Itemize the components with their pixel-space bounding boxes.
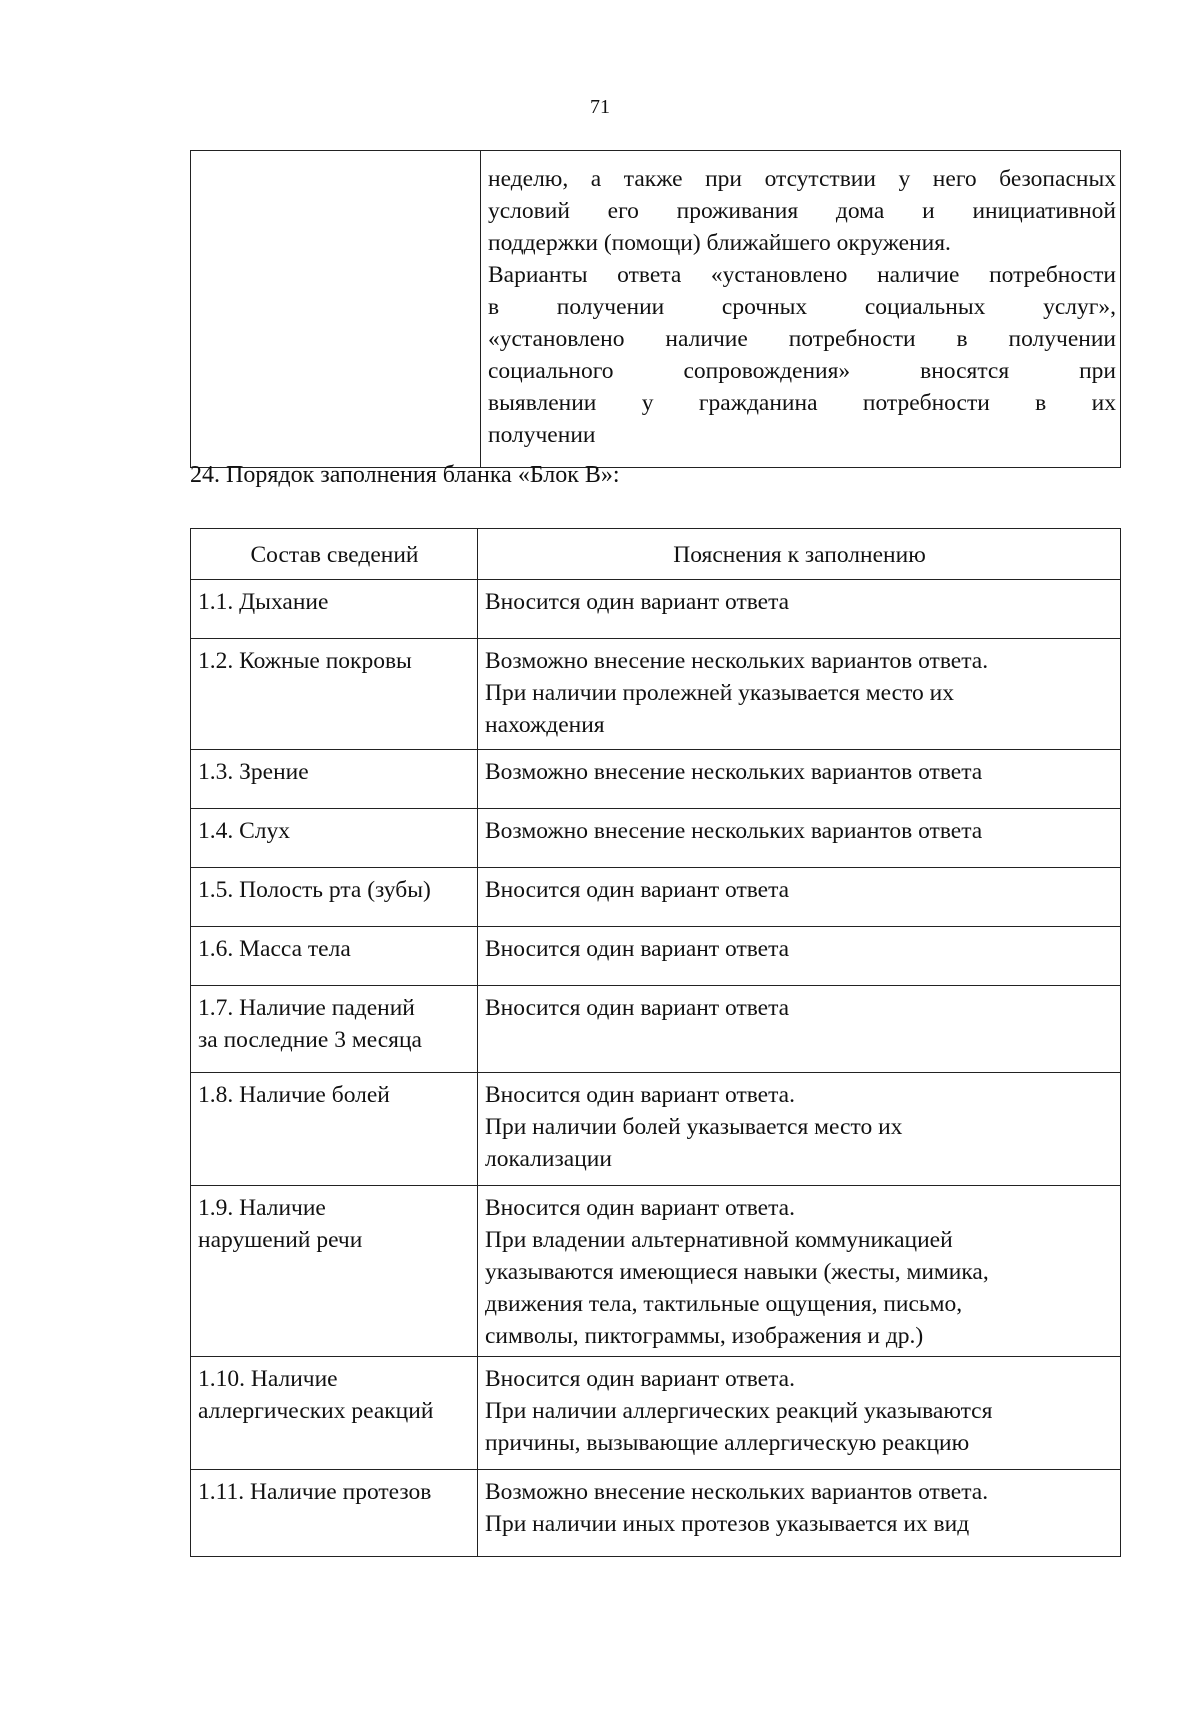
note-cell (478, 580, 1121, 639)
table-row (191, 1357, 1121, 1470)
note-cell (478, 750, 1121, 809)
column-header-explanations: Пояснения к заполнению (478, 529, 1121, 580)
note-text-line: Возможно внесение нескольких вариантов ответа (485, 818, 983, 844)
note-text-line: символы, пиктограммы, изображения и др.) (485, 1323, 924, 1349)
continuation-line: неделю, а также при отсутствии у него безопасных (488, 166, 1116, 192)
note-text-line: указываются имеющиеся навыки (жесты, мимика, (485, 1259, 989, 1285)
note-cell (478, 868, 1121, 927)
note-text-line: Вносится один вариант ответа (485, 995, 790, 1021)
item-cell (191, 868, 478, 927)
continuation-line: получении (488, 422, 596, 448)
item-cell (191, 1470, 478, 1557)
table-row (191, 639, 1121, 750)
section-heading: 24. Порядок заполнения бланка «Блок В»: (190, 462, 620, 488)
note-text-line: Вносится один вариант ответа. (485, 1082, 795, 1108)
note-text-line: Вносится один вариант ответа (485, 589, 790, 615)
table-row (191, 1470, 1121, 1557)
note-text-line: При владении альтернативной коммуникацией (485, 1227, 953, 1253)
block-v-table (190, 528, 1121, 1557)
item-label-line: за последние 3 месяца (198, 1027, 422, 1053)
item-label-line: 1.3. Зрение (198, 759, 309, 785)
continuation-line: «установлено наличие потребности в получении (488, 326, 1116, 352)
note-text-line: нахождения (485, 712, 605, 738)
table-header-row (191, 529, 1121, 580)
item-cell (191, 927, 478, 986)
continuation-table (190, 150, 1121, 468)
continuation-empty-cell (191, 151, 481, 468)
item-cell (191, 1357, 478, 1470)
continuation-line: поддержки (помощи) ближайшего окружения. (488, 230, 951, 256)
note-text-line: Возможно внесение нескольких вариантов ответа. (485, 648, 989, 674)
table-row (191, 1186, 1121, 1357)
continuation-text-cell (481, 151, 1121, 468)
item-label-line: 1.9. Наличие (198, 1195, 326, 1221)
note-text-line: Возможно внесение нескольких вариантов ответа (485, 759, 983, 785)
item-cell (191, 1186, 478, 1357)
note-text-line: локализации (485, 1146, 612, 1172)
note-text-line: Вносится один вариант ответа. (485, 1366, 795, 1392)
table-row (191, 868, 1121, 927)
note-cell (478, 927, 1121, 986)
item-cell (191, 580, 478, 639)
note-cell (478, 809, 1121, 868)
note-text-line: При наличии аллергических реакций указываются (485, 1398, 993, 1424)
item-cell (191, 750, 478, 809)
item-label-line: 1.7. Наличие падений (198, 995, 415, 1021)
continuation-row (191, 151, 1121, 468)
item-label-line: 1.6. Масса тела (198, 936, 351, 962)
note-text-line: Возможно внесение нескольких вариантов ответа. (485, 1479, 989, 1505)
item-label-line: нарушений речи (198, 1227, 363, 1253)
note-text-line: При наличии пролежней указывается место их (485, 680, 955, 706)
continuation-line: в получении срочных социальных услуг», (488, 294, 1116, 320)
item-label-line: 1.8. Наличие болей (198, 1082, 390, 1108)
item-label-line: 1.4. Слух (198, 818, 291, 844)
note-text-line: причины, вызывающие аллергическую реакцию (485, 1430, 970, 1456)
note-text-line: Вносится один вариант ответа (485, 877, 790, 903)
table-row (191, 809, 1121, 868)
item-label-line: 1.11. Наличие протезов (198, 1479, 432, 1505)
table-row (191, 750, 1121, 809)
column-header-composition: Состав сведений (191, 529, 478, 580)
item-label-line: 1.5. Полость рта (зубы) (198, 877, 431, 903)
table-body (191, 580, 1121, 1557)
note-text-line: При наличии болей указывается место их (485, 1114, 903, 1140)
continuation-line: социального сопровождения» вносятся при (488, 358, 1116, 384)
item-cell (191, 1073, 478, 1186)
table-row (191, 986, 1121, 1073)
note-text-line: движения тела, тактильные ощущения, письмо, (485, 1291, 963, 1317)
note-text-line: Вносится один вариант ответа. (485, 1195, 795, 1221)
note-cell (478, 1073, 1121, 1186)
item-cell (191, 809, 478, 868)
note-cell (478, 1186, 1121, 1357)
table-row (191, 1073, 1121, 1186)
table-row (191, 580, 1121, 639)
continuation-line: Варианты ответа «установлено наличие потребности (488, 262, 1116, 288)
item-cell (191, 639, 478, 750)
note-cell (478, 986, 1121, 1073)
note-cell (478, 1470, 1121, 1557)
table-row (191, 927, 1121, 986)
continuation-line: условий его проживания дома и инициативной (488, 198, 1116, 224)
note-text-line: Вносится один вариант ответа (485, 936, 790, 962)
note-cell (478, 639, 1121, 750)
page-number: 71 (590, 96, 610, 118)
item-cell (191, 986, 478, 1073)
note-text-line: При наличии иных протезов указывается их вид (485, 1511, 970, 1537)
note-cell (478, 1357, 1121, 1470)
item-label-line: 1.2. Кожные покровы (198, 648, 412, 674)
item-label-line: аллергических реакций (198, 1398, 434, 1424)
item-label-line: 1.10. Наличие (198, 1366, 338, 1392)
continuation-line: выявлении у гражданина потребности в их (488, 390, 1116, 416)
item-label-line: 1.1. Дыхание (198, 589, 329, 615)
